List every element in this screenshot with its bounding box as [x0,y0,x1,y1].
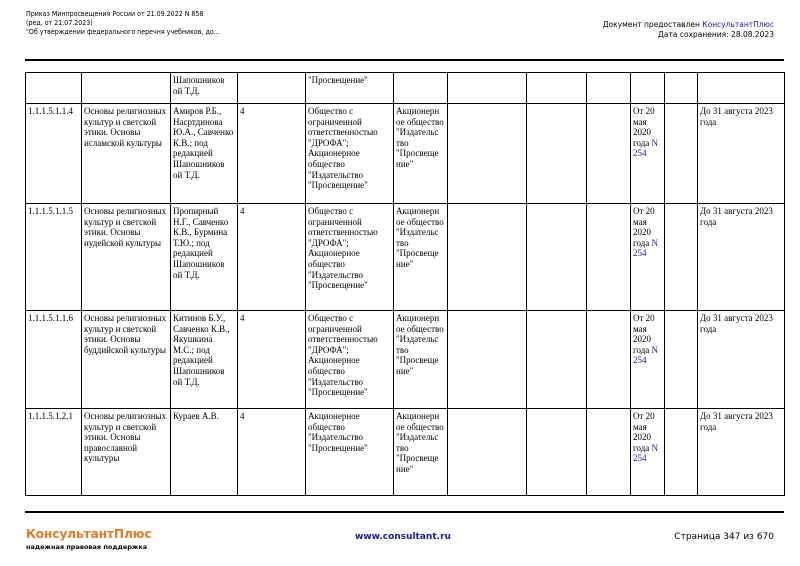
row-number-cell [26,204,82,311]
valid-until-text: До 31 августа 2023 года [700,313,773,334]
valid-until-cell [698,73,785,104]
table-row [26,409,785,496]
authors-cell [171,104,238,204]
empty-cell [665,204,698,311]
footer-brand [26,527,152,551]
row-number-cell [26,409,82,496]
date-text: От 20 мая 2020 года [633,411,655,453]
doc-subject-line: "Об утверждении федерального перечня учебников, до... [26,28,220,36]
valid-until-cell [698,104,785,204]
publisher-text: "Просвещение" [308,75,368,85]
rights-holder-text: Акционерн ое общество "Издательс тво "Просвеще ние" [396,411,444,474]
date-text: От 20 мая 2020 года [633,313,655,355]
empty-cell [448,311,527,409]
row-number-cell [26,104,82,204]
empty-cell [665,311,698,409]
authors-text: Пропирный Н.Г., Савченко К.В., Бурмина Т.Ю.; под редакцией Шапошников ой Т.Д. [173,206,229,280]
authors-cell [171,311,238,409]
grade-cell [238,311,306,409]
subject-name-cell [82,73,171,104]
valid-until-cell [698,409,785,496]
empty-cell [587,73,631,104]
save-date: Дата сохранения: 28.08.2023 [658,30,774,39]
order-date-cell [631,104,665,204]
authors-text: Амиров Р.Б., Насртдинова Ю.А., Савченко К.В.; под редакцией Шапошников ой Т.Д. [173,106,234,180]
valid-until-cell [698,311,785,409]
subject-name-cell [82,204,171,311]
header-divider [25,59,784,61]
order-link[interactable]: N 254 [633,137,659,159]
order-link[interactable]: N 254 [633,442,659,464]
brand-logo: КонсультантПлюс [26,527,152,541]
authors-cell [171,73,238,104]
valid-until-text: До 31 августа 2023 года [700,411,773,432]
table-row [26,73,785,104]
rights-holder-cell [394,409,448,496]
provider-link[interactable]: КонсультантПлюс [702,20,774,29]
grade-cell [238,104,306,204]
valid-until-cell [698,204,785,311]
row-number-text: 1.1.1.5.1.1.6 [28,313,73,323]
row-number-text: 1.1.1.5.1.1.5 [28,206,73,216]
authors-cell [171,204,238,311]
table-row [26,204,785,311]
page-number: Страница 347 из 670 [674,532,774,542]
order-date-cell [631,409,665,496]
rights-holder-cell [394,73,448,104]
empty-cell [527,204,587,311]
empty-cell [665,409,698,496]
table-row [26,311,785,409]
order-link[interactable]: N 254 [633,344,659,366]
row-number-cell [26,73,82,104]
provided-label: Документ предоставлен [602,20,703,29]
empty-cell [527,104,587,204]
grade-text: 4 [240,411,245,421]
empty-cell [527,73,587,104]
empty-cell [527,409,587,496]
order-date-cell [631,204,665,311]
rights-holder-cell [394,104,448,204]
footer-divider [25,511,784,513]
grade-cell [238,409,306,496]
order-date-cell [631,311,665,409]
publisher-cell [306,311,394,409]
date-text: От 20 мая 2020 года [633,106,655,148]
subject-name-cell [82,104,171,204]
authors-text: Кураев А.В. [173,411,219,421]
empty-cell [587,104,631,204]
doc-edition-line: (ред. от 21.07.2023) [26,19,93,27]
subject-name-cell [82,311,171,409]
grade-text: 4 [240,313,245,323]
empty-cell [527,311,587,409]
publisher-cell [306,204,394,311]
doc-title-line: Приказ Минпросвещения России от 21.09.2022 N 858 [26,10,204,18]
subject-name-text: Основы религиозных культур и светской этики. Основы исламской культуры [84,106,167,148]
order-date-cell [631,73,665,104]
rights-holder-text: Акционерн ое общество "Издательс тво "Просвеще ние" [396,206,444,269]
row-number-text: 1.1.1.5.1.1.4 [28,106,73,116]
doc-header-left [26,10,220,37]
rights-holder-text: Акционерн ое общество "Издательс тво "Просвеще ние" [396,106,444,169]
empty-cell [665,104,698,204]
grade-cell [238,204,306,311]
publisher-cell [306,409,394,496]
publisher-text: Общество с ограниченной ответственностью "ДРОФА"; Акционерное общество "Издательство "Просвещение" [308,206,378,291]
subject-name-text: Основы религиозных культур и светской этики. Основы буддийской культуры [84,313,167,355]
publisher-text: Акционерное общество "Издательство "Просвещение" [308,411,368,453]
table-row [26,104,785,204]
publisher-text: Общество с ограниченной ответственностью "ДРОФА"; Акционерное общество "Издательство "Просвещение" [308,106,378,191]
valid-until-text: До 31 августа 2023 года [700,106,773,127]
grade-text: 4 [240,106,245,116]
rights-holder-cell [394,204,448,311]
grade-text: 4 [240,206,245,216]
rights-holder-text: Акционерн ое общество "Издательс тво "Просвеще ние" [396,313,444,376]
valid-until-text: До 31 августа 2023 года [700,206,773,227]
subject-name-cell [82,409,171,496]
empty-cell [587,204,631,311]
grade-cell [238,73,306,104]
empty-cell [448,409,527,496]
date-text: От 20 мая 2020 года [633,206,655,248]
order-link[interactable]: N 254 [633,237,659,259]
publisher-cell [306,104,394,204]
authors-cell [171,409,238,496]
brand-tagline: надежная правовая поддержка [26,543,148,551]
row-number-cell [26,311,82,409]
publisher-text: Общество с ограниченной ответственностью "ДРОФА"; Акционерное общество "Издательство "Просвещение" [308,313,378,398]
empty-cell [448,73,527,104]
doc-header-right [603,20,774,40]
empty-cell [587,409,631,496]
subject-name-text: Основы религиозных культур и светской этики. Основы православной культуры [84,411,167,464]
authors-text: Китинов Б.У., Савченко К.В., Якушкина М.С.; под редакцией Шапошников ой Т.Д. [173,313,230,387]
textbook-table [25,72,785,496]
empty-cell [587,311,631,409]
empty-cell [448,104,527,204]
empty-cell [665,73,698,104]
website-link[interactable]: www.consultant.ru [355,532,451,542]
empty-cell [448,204,527,311]
rights-holder-cell [394,311,448,409]
publisher-cell [306,73,394,104]
authors-text: Шапошников ой Т.Д. [173,75,225,96]
row-number-text: 1.1.1.5.1.2.1 [28,411,73,421]
subject-name-text: Основы религиозных культур и светской этики. Основы иудейской культуры [84,206,167,248]
